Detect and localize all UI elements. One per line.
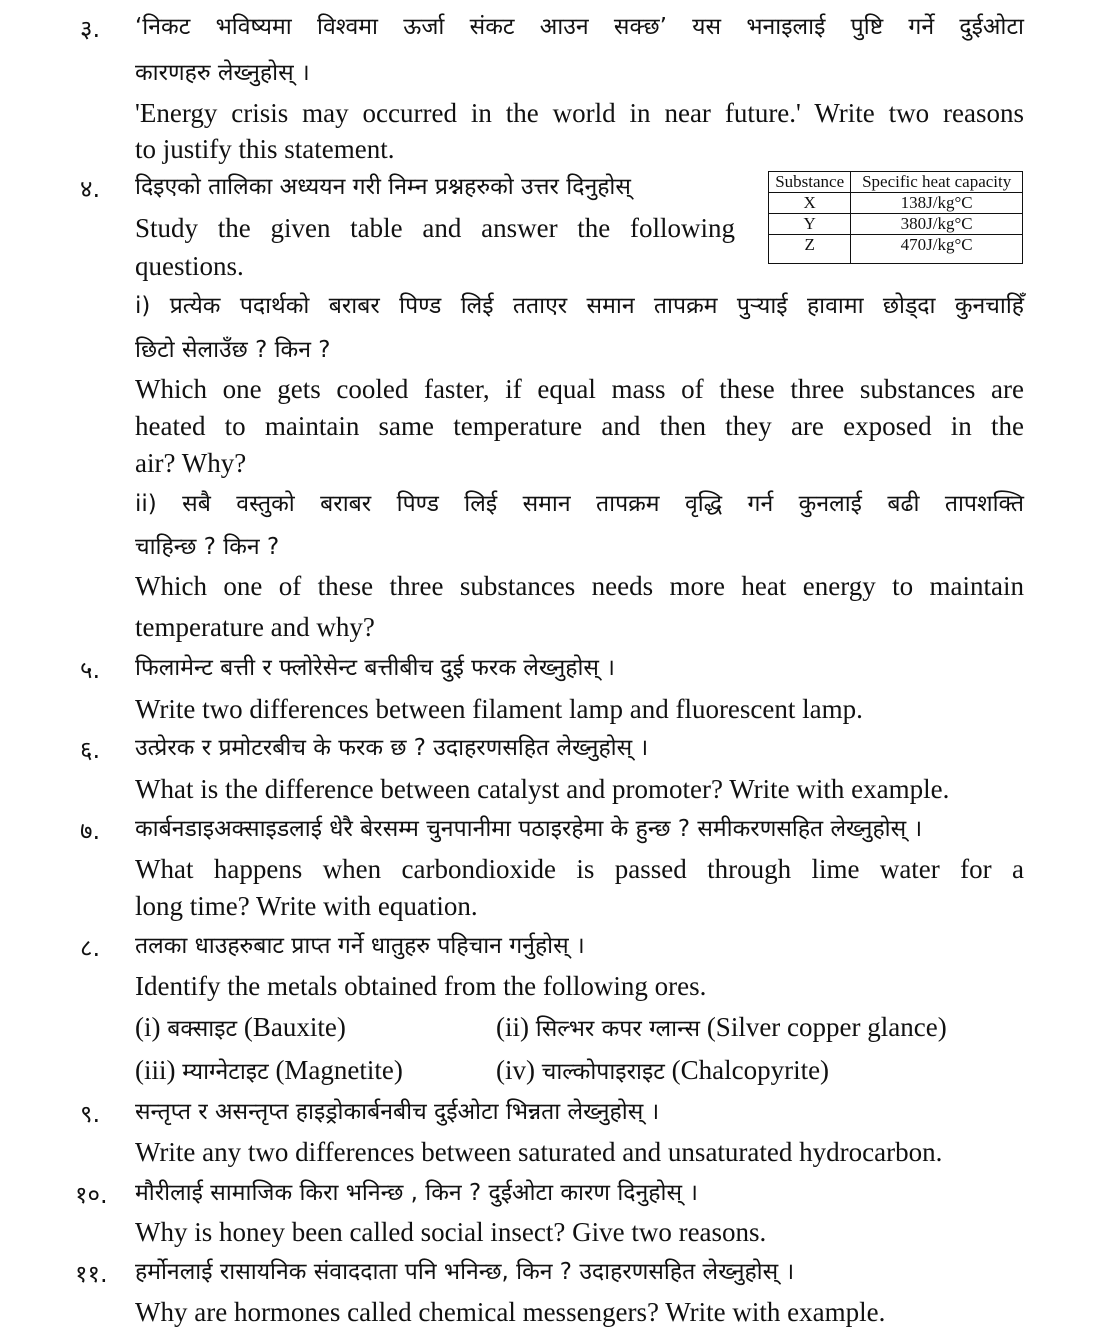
question-3-nepali-line-1: ‘निकट भविष्यमा विश्वमा ऊर्जा संकट आउन सक्छ’ यस भनाइलाई पुष्टि गर्ने दुईओटा bbox=[135, 14, 1024, 40]
question-6-english: What is the difference between catalyst and promoter? Write with example. bbox=[135, 774, 950, 804]
ore-option-4-label: (iv) bbox=[496, 1055, 535, 1085]
table-header-substance: Substance bbox=[769, 172, 851, 193]
question-4-sub-2-nepali-line-2: चाहिन्छ ? किन ? bbox=[135, 534, 280, 560]
ore-option-4-english: (Chalcopyrite) bbox=[671, 1055, 830, 1085]
table-cell-substance: Y bbox=[769, 214, 851, 235]
question-7-english-line-1: What happens when carbondioxide is passed through lime water for a bbox=[135, 854, 1024, 884]
question-8-nepali: तलका धाउहरुबाट प्राप्त गर्ने धातुहरु पहिचान गर्नुहोस् । bbox=[135, 933, 585, 959]
ore-option-4-nepali: चाल्कोपाइराइट bbox=[541, 1059, 665, 1085]
ore-option-3-english: (Magnetite) bbox=[275, 1055, 403, 1085]
question-4-number: ४. bbox=[80, 175, 101, 203]
question-9-english: Write any two differences between saturated and unsaturated hydrocarbon. bbox=[135, 1137, 943, 1167]
question-4-sub-2-english-line-2: temperature and why? bbox=[135, 612, 375, 642]
question-4-english-line-1: Study the given table and answer the following bbox=[135, 213, 735, 243]
ore-option-3 bbox=[135, 1053, 403, 1089]
ore-option-4 bbox=[496, 1053, 829, 1089]
question-10-nepali: मौरीलाई सामाजिक किरा भनिन्छ , किन ? दुईओटा कारण दिनुहोस् । bbox=[135, 1180, 699, 1206]
table-row bbox=[769, 214, 1023, 235]
table-cell-substance: Z bbox=[769, 235, 851, 264]
table-cell-substance: X bbox=[769, 193, 851, 214]
question-3-nepali-line-2: कारणहरु लेख्नुहोस् । bbox=[135, 60, 310, 86]
question-9-nepali: सन्तृप्त र असन्तृप्त हाइड्रोकार्बनबीच दुईओटा भिन्नता लेख्नुहोस् । bbox=[135, 1099, 660, 1125]
table-row bbox=[769, 193, 1023, 214]
table-row bbox=[769, 235, 1023, 264]
ore-option-2-nepali: सिल्भर कपर ग्लान्स bbox=[535, 1016, 701, 1042]
ore-option-1-nepali: बक्साइट bbox=[167, 1016, 238, 1042]
question-11-number: ११. bbox=[75, 1260, 108, 1288]
table-header-capacity: Specific heat capacity bbox=[851, 172, 1023, 193]
table-cell-capacity: 380J/kg°C bbox=[851, 214, 1023, 235]
question-4-sub-2-nepali-line-1: ii) सबै वस्तुको बराबर पिण्ड लिई समान तापक्रम वृद्धि गर्न कुनलाई बढी तापशक्ति bbox=[135, 491, 1024, 517]
question-10-number: १०. bbox=[75, 1181, 108, 1209]
question-5-number: ५. bbox=[80, 656, 101, 684]
question-10-english: Why is honey been called social insect? Give two reasons. bbox=[135, 1217, 767, 1247]
table-cell-capacity: 138J/kg°C bbox=[851, 193, 1023, 214]
ore-option-1 bbox=[135, 1010, 346, 1046]
ore-option-2 bbox=[496, 1010, 947, 1046]
question-6-number: ६. bbox=[80, 736, 101, 764]
question-9-number: ९. bbox=[80, 1100, 101, 1128]
question-3-number: ३. bbox=[80, 15, 101, 43]
question-6-nepali: उत्प्रेरक र प्रमोटरबीच के फरक छ ? उदाहरणसहित लेख्नुहोस् । bbox=[135, 735, 649, 761]
table-header-row bbox=[769, 172, 1023, 193]
table-cell-capacity: 470J/kg°C bbox=[851, 235, 1023, 264]
ore-option-2-label: (ii) bbox=[496, 1012, 529, 1042]
question-4-english-line-2: questions. bbox=[135, 251, 244, 281]
question-8-english: Identify the metals obtained from the following ores. bbox=[135, 971, 707, 1001]
question-4-sub-2-english-line-1: Which one of these three substances needs more heat energy to maintain bbox=[135, 571, 1024, 601]
question-5-english: Write two differences between filament lamp and fluorescent lamp. bbox=[135, 694, 863, 724]
question-8-number: ८. bbox=[80, 934, 101, 962]
question-7-nepali: कार्बनडाइअक्साइडलाई धेरै बेरसम्म चुनपानीमा पठाइरहेमा के हुन्छ ? समीकरणसहित लेख्नुहोस् । bbox=[135, 816, 923, 842]
ore-option-1-label: (i) bbox=[135, 1012, 161, 1042]
question-11-nepali: हर्मोनलाई रासायनिक संवाददाता पनि भनिन्छ, किन ? उदाहरणसहित लेख्नुहोस् । bbox=[135, 1259, 795, 1285]
question-11-english: Why are hormones called chemical messengers? Write with example. bbox=[135, 1297, 886, 1327]
ore-option-3-label: (iii) bbox=[135, 1055, 176, 1085]
question-5-nepali: फिलामेन्ट बत्ती र फ्लोरेसेन्ट बत्तीबीच दुई फरक लेख्नुहोस् । bbox=[135, 655, 616, 681]
question-4-sub-1-nepali-line-2: छिटो सेलाउँछ ? किन ? bbox=[135, 337, 331, 363]
question-7-number: ७. bbox=[80, 817, 101, 845]
ore-option-1-english: (Bauxite) bbox=[243, 1012, 346, 1042]
question-4-sub-1-nepali-line-1: i) प्रत्येक पदार्थको बराबर पिण्ड लिई तताएर समान तापक्रम पुऱ्याई हावामा छोड्दा कुनचाहिँ bbox=[135, 293, 1024, 319]
specific-heat-table bbox=[768, 171, 1023, 264]
question-4-nepali-line: दिइएको तालिका अध्ययन गरी निम्न प्रश्नहरुको उत्तर दिनुहोस् bbox=[135, 174, 631, 200]
question-4-sub-1-english-line-1: Which one gets cooled faster, if equal mass of these three substances are bbox=[135, 374, 1024, 404]
question-4-sub-1-english-line-3: air? Why? bbox=[135, 448, 247, 478]
ore-option-2-english: (Silver copper glance) bbox=[706, 1012, 947, 1042]
question-7-english-line-2: long time? Write with equation. bbox=[135, 891, 478, 921]
question-4-sub-1-english-line-2: heated to maintain same temperature and then they are exposed in the bbox=[135, 411, 1024, 441]
question-3-english-line-1: 'Energy crisis may occurred in the world in near future.' Write two reasons bbox=[135, 98, 1024, 128]
ore-option-3-nepali: म्याग्नेटाइट bbox=[182, 1059, 269, 1085]
question-3-english-line-2: to justify this statement. bbox=[135, 134, 395, 164]
